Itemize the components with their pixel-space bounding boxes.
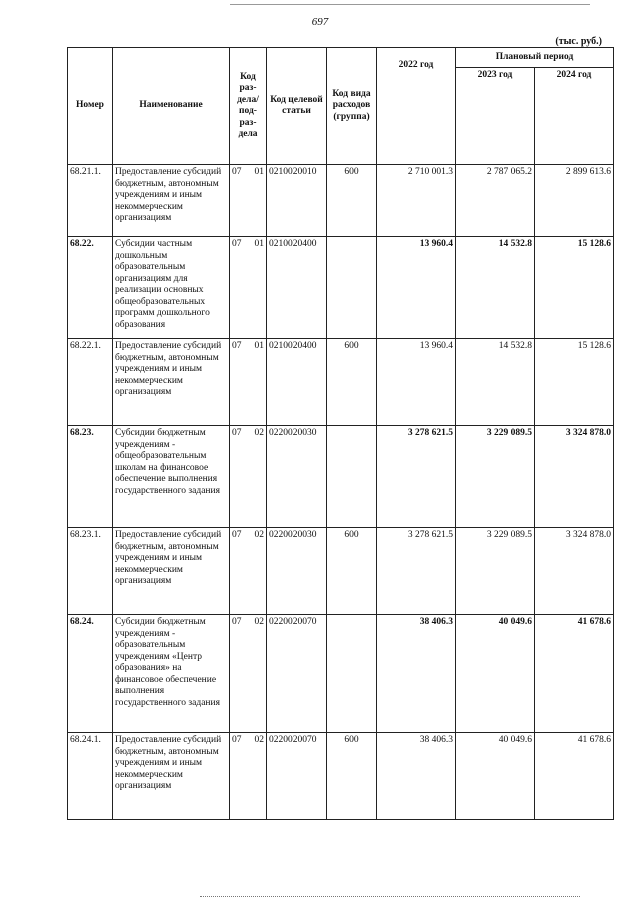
row-razdel: 07 bbox=[232, 341, 242, 351]
row-section-code bbox=[230, 733, 267, 820]
row-section-code bbox=[230, 528, 267, 615]
row-2024: 41 678.6 bbox=[535, 733, 614, 820]
row-target-code: 0220020070 bbox=[267, 615, 327, 733]
header-2023: 2023 год bbox=[456, 68, 535, 165]
row-number: 68.24.1. bbox=[68, 733, 113, 820]
table-row bbox=[68, 733, 614, 820]
row-podrazdel: 02 bbox=[254, 617, 264, 627]
table-row bbox=[68, 426, 614, 528]
row-name: Предоставление субсидий бюджетным, автономным учреждениям и иным некоммерческим организациям bbox=[113, 733, 230, 820]
row-number: 68.22. bbox=[68, 237, 113, 339]
row-podrazdel: 02 bbox=[254, 530, 264, 540]
row-section-code bbox=[230, 339, 267, 426]
table-row bbox=[68, 339, 614, 426]
header-number: Номер bbox=[68, 48, 113, 165]
row-razdel: 07 bbox=[232, 617, 242, 627]
footer-rule bbox=[200, 896, 580, 897]
row-podrazdel: 01 bbox=[254, 167, 264, 177]
budget-table bbox=[67, 47, 614, 820]
row-2023: 3 229 089.5 bbox=[456, 426, 535, 528]
header-target: Код целевой статьи bbox=[267, 48, 327, 165]
row-razdel: 07 bbox=[232, 428, 242, 438]
row-target-code: 0220020030 bbox=[267, 528, 327, 615]
row-2023: 3 229 089.5 bbox=[456, 528, 535, 615]
row-name: Предоставление субсидий бюджетным, автономным учреждениям и иным некоммерческим организациям bbox=[113, 528, 230, 615]
row-expense-type: 600 bbox=[327, 165, 377, 237]
row-name: Субсидии бюджетным учреждениям - образовательным учреждениям «Центр образования» на финансовое обеспечение выполнения государственного задания bbox=[113, 615, 230, 733]
row-2022: 3 278 621.5 bbox=[377, 528, 456, 615]
header-name: Наименование bbox=[113, 48, 230, 165]
row-2023: 40 049.6 bbox=[456, 615, 535, 733]
row-number: 68.22.1. bbox=[68, 339, 113, 426]
row-2023: 14 532.8 bbox=[456, 339, 535, 426]
row-name: Субсидии бюджетным учреждениям - общеобразовательным школам на финансовое обеспечение выполнения государственного задания bbox=[113, 426, 230, 528]
row-2024: 15 128.6 bbox=[535, 339, 614, 426]
row-2022: 38 406.3 bbox=[377, 615, 456, 733]
table-row bbox=[68, 615, 614, 733]
row-name: Субсидии частным дошкольным образовательным организациям для реализации основных общеобразовательных программ дошкольного образования bbox=[113, 237, 230, 339]
row-2024: 3 324 878.0 bbox=[535, 426, 614, 528]
header-2024: 2024 год bbox=[535, 68, 614, 165]
page-number: 697 bbox=[311, 16, 329, 28]
units-label: (тыс. руб.) bbox=[555, 36, 602, 47]
header-plan-period: Плановый период bbox=[456, 48, 614, 68]
row-razdel: 07 bbox=[232, 239, 242, 249]
row-number: 68.24. bbox=[68, 615, 113, 733]
row-razdel: 07 bbox=[232, 735, 242, 745]
row-2023: 2 787 065.2 bbox=[456, 165, 535, 237]
row-number: 68.23. bbox=[68, 426, 113, 528]
row-expense-type: 600 bbox=[327, 339, 377, 426]
row-2024: 3 324 878.0 bbox=[535, 528, 614, 615]
row-section-code bbox=[230, 237, 267, 339]
row-2024: 2 899 613.6 bbox=[535, 165, 614, 237]
row-number: 68.23.1. bbox=[68, 528, 113, 615]
header-2022: 2022 год bbox=[377, 48, 456, 165]
row-2024: 15 128.6 bbox=[535, 237, 614, 339]
row-2022: 38 406.3 bbox=[377, 733, 456, 820]
row-target-code: 0220020070 bbox=[267, 733, 327, 820]
row-expense-type bbox=[327, 426, 377, 528]
row-2024: 41 678.6 bbox=[535, 615, 614, 733]
row-razdel: 07 bbox=[232, 530, 242, 540]
header-section: Код раз-дела/ под-раз-дела bbox=[230, 48, 267, 165]
row-expense-type: 600 bbox=[327, 528, 377, 615]
row-podrazdel: 01 bbox=[254, 239, 264, 249]
table-row bbox=[68, 165, 614, 237]
row-section-code bbox=[230, 615, 267, 733]
row-2022: 13 960.4 bbox=[377, 339, 456, 426]
top-rule bbox=[230, 4, 590, 5]
row-2022: 2 710 001.3 bbox=[377, 165, 456, 237]
row-target-code: 0210020400 bbox=[267, 237, 327, 339]
row-section-code bbox=[230, 426, 267, 528]
table-row bbox=[68, 528, 614, 615]
row-name: Предоставление субсидий бюджетным, автономным учреждениям и иным некоммерческим организациям bbox=[113, 339, 230, 426]
row-2023: 40 049.6 bbox=[456, 733, 535, 820]
row-razdel: 07 bbox=[232, 167, 242, 177]
header-expense-type: Код вида расходов (группа) bbox=[327, 48, 377, 165]
row-podrazdel: 02 bbox=[254, 428, 264, 438]
row-number: 68.21.1. bbox=[68, 165, 113, 237]
row-section-code bbox=[230, 165, 267, 237]
row-2023: 14 532.8 bbox=[456, 237, 535, 339]
row-target-code: 0220020030 bbox=[267, 426, 327, 528]
row-expense-type: 600 bbox=[327, 733, 377, 820]
row-target-code: 0210020010 bbox=[267, 165, 327, 237]
row-target-code: 0210020400 bbox=[267, 339, 327, 426]
table-body bbox=[68, 165, 614, 820]
table-row bbox=[68, 237, 614, 339]
row-expense-type bbox=[327, 237, 377, 339]
row-2022: 3 278 621.5 bbox=[377, 426, 456, 528]
row-podrazdel: 02 bbox=[254, 735, 264, 745]
row-name: Предоставление субсидий бюджетным, автономным учреждениям и иным некоммерческим организациям bbox=[113, 165, 230, 237]
table-header bbox=[68, 48, 614, 165]
row-podrazdel: 01 bbox=[254, 341, 264, 351]
row-2022: 13 960.4 bbox=[377, 237, 456, 339]
row-expense-type bbox=[327, 615, 377, 733]
